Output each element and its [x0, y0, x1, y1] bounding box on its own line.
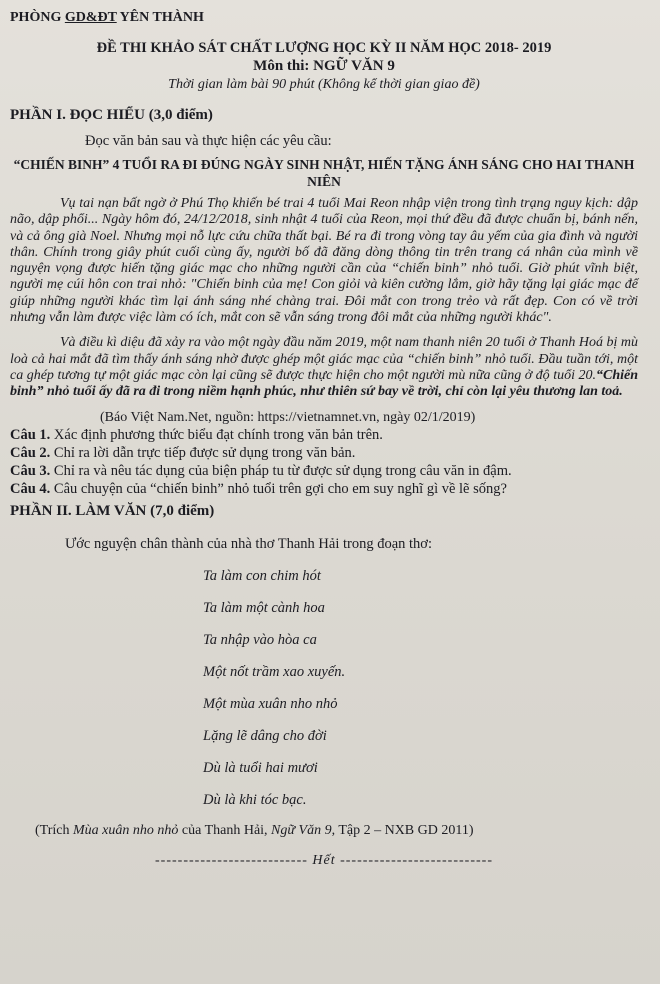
poem-line: Dù là tuổi hai mươi — [203, 759, 318, 776]
question-label: Câu 2. — [10, 444, 51, 461]
poem-line: Lặng lẽ dâng cho đời — [203, 727, 327, 744]
dept-suffix: YÊN THÀNH — [116, 10, 204, 25]
question-text: Chỉ ra và nêu tác dụng của biện pháp tu từ được sử dụng trong câu văn in đậm. — [50, 462, 512, 479]
end-marker: --------------------------- Hết --------------------------- — [155, 852, 493, 868]
poem-line: Dù là khi tóc bạc. — [203, 791, 307, 808]
citation-book: Ngữ Văn 9 — [271, 822, 332, 838]
question-label: Câu 1. — [10, 426, 51, 443]
question-3 — [10, 462, 638, 480]
question-text: Xác định phương thức biểu đạt chính trong văn bản trên. — [50, 426, 383, 443]
poem-line: Ta nhập vào hòa ca — [203, 631, 317, 648]
poem-intro: Ước nguyện chân thành của nhà thơ Thanh Hải trong đoạn thơ: — [65, 535, 432, 552]
question-2 — [10, 444, 638, 462]
article-headline: “CHIẾN BINH” 4 TUỔI RA ĐI ĐÚNG NGÀY SINH NHẬT, HIẾN TẶNG ÁNH SÁNG CHO HAI THANH NIÊN — [13, 157, 635, 189]
exam-title: ĐỀ THI KHẢO SÁT CHẤT LƯỢNG HỌC KỲ II NĂM HỌC 2018- 2019 — [96, 40, 552, 56]
department-name — [10, 10, 638, 26]
question-4 — [10, 480, 638, 498]
exam-time: Thời gian làm bài 90 phút (Không kể thời gian giao đề) — [168, 77, 480, 92]
dept-underlined: GD&ĐT — [64, 10, 117, 25]
citation-mid: của Thanh Hải, — [178, 822, 272, 838]
citation-prefix: (Trích — [35, 822, 73, 838]
article-bold-sentence: “Chiến binh” nhỏ tuổi ấy đã ra đi trong niềm hạnh phúc, như thiên sứ bay về trời, chỉ còn lại yêu thương lan toả. — [10, 367, 638, 400]
question-label: Câu 4. — [10, 480, 51, 497]
question-text: Chỉ ra lời dẫn trực tiếp được sử dụng trong văn bản. — [50, 444, 356, 461]
poem-line: Ta làm con chim hót — [203, 567, 321, 584]
part1-heading: PHẦN I. ĐỌC HIỂU (3,0 điểm) — [10, 107, 213, 123]
question-text: Câu chuyện của “chiến binh” nhỏ tuổi trên gợi cho em suy nghĩ gì về lẽ sống? — [50, 480, 507, 497]
part1-instruction: Đọc văn bản sau và thực hiện các yêu cầu: — [85, 133, 332, 149]
article-paragraph-2-text: Và điều kì diệu đã xảy ra vào một ngày đầu năm 2019, một nam thanh niên 20 tuổi ở Thanh Hoá bị mù loà cả hai mắt đã tìm thấy ánh sáng nhờ được ghép một giác mạc của “chiến binh” nhỏ tuổi. Đầu tuần tới, một ca ghép tương tự một giác mạc còn lại cũng sẽ được thực hiện cho một người mù nữa cũng ở độ tuổi 20. — [10, 335, 638, 383]
poem-line: Một mùa xuân nho nhỏ — [203, 695, 338, 712]
question-label: Câu 3. — [10, 462, 51, 479]
exam-subject: Môn thi: NGỮ VĂN 9 — [253, 58, 395, 74]
question-list — [10, 426, 638, 498]
article-paragraph-1: Vụ tai nạn bất ngờ ở Phú Thọ khiến bé trai 4 tuổi Mai Reon nhập viện trong tình trạng nguy kịch: dập não, dập phổi... Ngày hôm đó, 24/12/2018, sinh nhật 4 tuổi của Reon, mọi thứ đều đã được chuẩn bị, bánh nến, và cả ông già Noel. Nhưng mọi nỗ lực cứu chữa thất bại. Bé ra đi trong vòng tay âu yếm của gia đình và người thân. Chính trong giây phút cuối cùng ấy, người bố đã đăng dòng thông tin trên trang cá nhân của mình về nguyện vọng được hiến tặng giác mạc cho những người cần của “chiến binh” nhỏ tuổi. Giờ phút vĩnh biệt, người mẹ cúi hôn con trai nhỏ: "Chiến binh của mẹ! Con giỏi và kiên cường lắm, giờ hãy tặng lại giác mạc để giúp những người khác tìm lại ánh sáng nhé chàng trai. Đôi mắt con trong trẻo và rất đẹp. Con có về trời nhưng vẫn làm được việc làm có ích, mắt con sẽ vẫn sáng trong đôi mắt của những người khác". — [10, 196, 638, 326]
article-paragraph-2 — [10, 335, 638, 400]
poem-citation — [35, 823, 638, 839]
poem — [203, 565, 638, 821]
question-1 — [10, 426, 638, 444]
dept-prefix: PHÒNG — [10, 10, 65, 25]
citation-suffix: , Tập 2 – NXB GD 2011) — [331, 822, 474, 838]
poem-line: Một nốt trầm xao xuyến. — [203, 663, 346, 680]
poem-line: Ta làm một cành hoa — [203, 599, 325, 616]
citation-work: Mùa xuân nho nhỏ — [73, 822, 179, 838]
article-source: (Báo Việt Nam.Net, nguồn: https://vietnamnet.vn, ngày 02/1/2019) — [100, 409, 476, 425]
part2-heading: PHẦN II. LÀM VĂN (7,0 điểm) — [10, 502, 215, 519]
